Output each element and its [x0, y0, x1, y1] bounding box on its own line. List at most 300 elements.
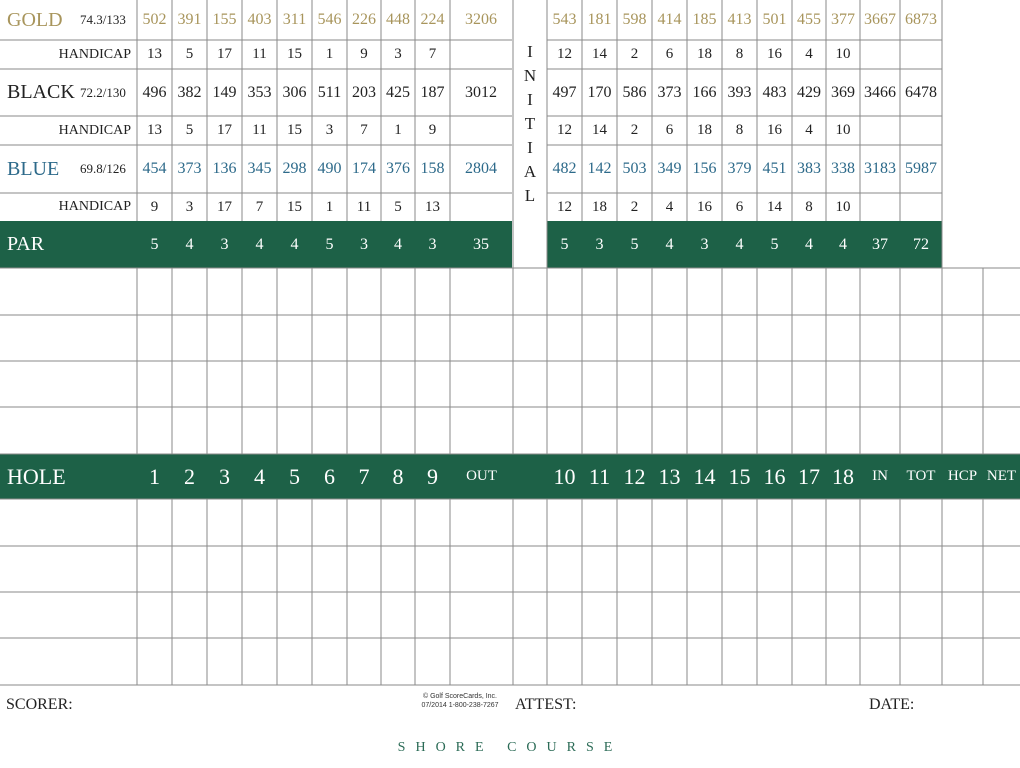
score-entry-cell[interactable] [207, 315, 242, 361]
yardage-cell: 377 [831, 11, 855, 28]
yardage-cell: 203 [352, 83, 376, 101]
yardage-cell: 149 [212, 83, 237, 101]
par-cell: 3 [700, 235, 709, 253]
score-entry-cell[interactable] [547, 268, 582, 315]
yardage-cell: 497 [552, 83, 577, 101]
handicap-cell: 11 [252, 122, 267, 138]
score-entry-cell[interactable] [513, 407, 547, 454]
yardage-cell: 155 [212, 11, 237, 28]
score-entry-cell[interactable] [137, 268, 172, 315]
score-entry-cell[interactable] [722, 407, 757, 454]
handicap-cell: 10 [835, 46, 851, 62]
score-entry-cell[interactable] [312, 592, 347, 638]
score-entry-cell[interactable] [312, 315, 347, 361]
score-entry-cell[interactable] [172, 315, 207, 361]
score-entry-cell[interactable] [582, 407, 617, 454]
score-entry-cell[interactable] [450, 315, 513, 361]
score-entry-cell[interactable] [617, 407, 652, 454]
score-entry-cell[interactable] [172, 407, 207, 454]
score-entry-cell[interactable] [347, 361, 381, 407]
score-entry-cell[interactable] [900, 499, 942, 546]
score-entry-cell[interactable] [860, 268, 900, 315]
score-entry-cell[interactable] [242, 499, 277, 546]
handicap-cell: 14 [592, 122, 607, 138]
score-entry-cell[interactable] [757, 361, 792, 407]
scorer-label: SCORER: [6, 696, 73, 713]
score-entry-cell[interactable] [687, 499, 722, 546]
handicap-cell: 5 [185, 46, 194, 62]
score-entry-cell[interactable] [617, 546, 652, 592]
score-entry-cell[interactable] [826, 638, 860, 685]
score-entry-cell[interactable] [860, 315, 900, 361]
score-entry-cell[interactable] [652, 268, 687, 315]
score-entry-cell[interactable] [983, 592, 1020, 638]
handicap-cell: 13 [147, 122, 162, 138]
score-entry-cell[interactable] [582, 499, 617, 546]
score-entry-cell[interactable] [617, 361, 652, 407]
score-entry-cell[interactable] [312, 499, 347, 546]
score-entry-cell[interactable] [983, 407, 1020, 454]
handicap-cell: 7 [255, 198, 264, 215]
handicap-cell: 17 [217, 198, 232, 215]
score-entry-cell[interactable] [617, 315, 652, 361]
score-entry-cell[interactable] [900, 407, 942, 454]
score-entry-cell[interactable] [826, 407, 860, 454]
score-entry-cell[interactable] [757, 638, 792, 685]
score-entry-cell[interactable] [792, 315, 826, 361]
score-entry-cell[interactable] [900, 361, 942, 407]
score-entry-cell[interactable] [942, 361, 983, 407]
score-entry-cell[interactable] [900, 638, 942, 685]
score-entry-cell[interactable] [242, 361, 277, 407]
handicap-cell: 9 [360, 46, 368, 62]
score-entry-cell[interactable] [652, 499, 687, 546]
score-entry-cell[interactable] [207, 546, 242, 592]
handicap-cell: 9 [150, 198, 159, 215]
score-entry-cell[interactable] [942, 499, 983, 546]
score-entry-cell[interactable] [513, 315, 547, 361]
score-entry-cell[interactable] [415, 361, 450, 407]
score-entry-cell[interactable] [415, 638, 450, 685]
score-entry-cell[interactable] [277, 407, 312, 454]
score-entry-cell[interactable] [547, 638, 582, 685]
score-entry-cell[interactable] [983, 315, 1020, 361]
score-entry-cell[interactable] [242, 592, 277, 638]
hole-number: 13 [658, 463, 681, 489]
score-entry-cell[interactable] [277, 268, 312, 315]
handicap-cell: 4 [665, 198, 674, 215]
score-entry-cell[interactable] [860, 361, 900, 407]
hole-net-label: NET [986, 468, 1017, 484]
hole-tot-label: TOT [906, 468, 936, 484]
hole-number: 12 [623, 463, 646, 489]
copyright-line-1: © Golf ScoreCards, Inc. [422, 693, 498, 700]
handicap-cell: 6 [735, 198, 744, 215]
score-entry-cell[interactable] [415, 499, 450, 546]
yardage-grand-total: 6873 [905, 11, 937, 28]
score-entry-cell[interactable] [792, 546, 826, 592]
yardage-cell: 393 [727, 83, 752, 101]
score-entry-cell[interactable] [172, 592, 207, 638]
handicap-cell: 3 [325, 122, 334, 138]
yardage-cell: 482 [552, 160, 577, 177]
score-entry-cell[interactable] [513, 546, 547, 592]
tee-name-gold: GOLD [7, 8, 63, 31]
yardage-grand-total: 6478 [905, 83, 937, 101]
yardage-cell: 511 [317, 83, 342, 101]
score-entry-cell[interactable] [983, 499, 1020, 546]
hole-number: 7 [358, 463, 370, 489]
score-entry-cell[interactable] [137, 592, 172, 638]
score-entry-cell[interactable] [582, 361, 617, 407]
score-entry-cell[interactable] [242, 638, 277, 685]
score-entry-cell[interactable] [312, 268, 347, 315]
yardage-cell: 226 [352, 11, 376, 28]
yardage-cell: 373 [177, 160, 202, 177]
score-entry-cell[interactable] [312, 638, 347, 685]
score-entry-cell[interactable] [381, 499, 415, 546]
score-entry-cell[interactable] [687, 407, 722, 454]
score-entry-cell[interactable] [582, 546, 617, 592]
score-entry-cell[interactable] [207, 592, 242, 638]
score-entry-cell[interactable] [722, 592, 757, 638]
score-entry-cell[interactable] [757, 407, 792, 454]
score-entry-cell[interactable] [172, 546, 207, 592]
player-name-cell[interactable] [0, 407, 137, 454]
yardage-cell: 181 [587, 11, 612, 28]
attest-label: ATTEST: [515, 696, 577, 713]
score-entry-cell[interactable] [722, 638, 757, 685]
score-entry-cell[interactable] [547, 592, 582, 638]
score-entry-cell[interactable] [942, 546, 983, 592]
score-entry-cell[interactable] [172, 361, 207, 407]
handicap-cell: 16 [767, 122, 782, 138]
handicap-label: HANDICAP [58, 46, 131, 62]
score-entry-cell[interactable] [137, 315, 172, 361]
initial-letter: L [524, 186, 536, 205]
score-entry-cell[interactable] [450, 268, 513, 315]
score-entry-cell[interactable] [617, 268, 652, 315]
score-entry-cell[interactable] [900, 315, 942, 361]
par-cell: 5 [150, 235, 159, 253]
score-entry-cell[interactable] [312, 361, 347, 407]
score-entry-cell[interactable] [547, 546, 582, 592]
score-entry-cell[interactable] [860, 546, 900, 592]
score-entry-cell[interactable] [450, 638, 513, 685]
par-cell: 3 [595, 235, 604, 253]
yardage-cell: 349 [657, 160, 682, 177]
yardage-cell: 185 [692, 11, 717, 28]
hole-number: 17 [798, 463, 820, 489]
score-entry-cell[interactable] [450, 499, 513, 546]
score-entry-cell[interactable] [582, 315, 617, 361]
initial-letter: N [523, 66, 537, 85]
score-entry-cell[interactable] [687, 592, 722, 638]
par-out-total: 35 [473, 235, 489, 253]
score-entry-cell[interactable] [983, 546, 1020, 592]
score-entry-cell[interactable] [513, 499, 547, 546]
score-entry-cell[interactable] [652, 315, 687, 361]
score-entry-cell[interactable] [942, 268, 983, 315]
score-entry-cell[interactable] [207, 499, 242, 546]
score-entry-cell[interactable] [513, 268, 547, 315]
score-entry-cell[interactable] [450, 361, 513, 407]
score-entry-cell[interactable] [687, 546, 722, 592]
hole-number: 15 [728, 463, 751, 489]
score-entry-cell[interactable] [860, 638, 900, 685]
handicap-cell: 15 [287, 122, 302, 138]
score-entry-cell[interactable] [652, 592, 687, 638]
score-entry-cell[interactable] [617, 592, 652, 638]
handicap-cell: 8 [805, 198, 813, 215]
score-entry-cell[interactable] [207, 638, 242, 685]
score-entry-cell[interactable] [513, 638, 547, 685]
yardage-in-total: 3667 [864, 11, 896, 28]
yardage-cell: 391 [177, 11, 202, 28]
score-entry-cell[interactable] [757, 592, 792, 638]
score-entry-cell[interactable] [347, 499, 381, 546]
score-entry-cell[interactable] [757, 315, 792, 361]
yardage-cell: 369 [831, 83, 855, 101]
score-entry-cell[interactable] [687, 638, 722, 685]
score-entry-cell[interactable] [242, 268, 277, 315]
yardage-cell: 224 [420, 11, 445, 28]
handicap-cell: 1 [325, 198, 334, 215]
score-entry-cell[interactable] [547, 499, 582, 546]
tee-name-blue: BLUE [7, 157, 60, 180]
score-entry-cell[interactable] [722, 546, 757, 592]
handicap-cell: 8 [735, 46, 744, 62]
score-entry-cell[interactable] [582, 268, 617, 315]
score-entry-cell[interactable] [826, 315, 860, 361]
score-entry-cell[interactable] [792, 499, 826, 546]
yardage-cell: 501 [762, 11, 787, 28]
score-entry-cell[interactable] [277, 315, 312, 361]
score-entry-cell[interactable] [860, 592, 900, 638]
hole-number: 3 [219, 463, 230, 489]
score-entry-cell[interactable] [137, 407, 172, 454]
score-entry-cell[interactable] [826, 592, 860, 638]
score-entry-cell[interactable] [826, 268, 860, 315]
score-entry-cell[interactable] [757, 499, 792, 546]
score-entry-cell[interactable] [722, 315, 757, 361]
score-entry-cell[interactable] [312, 546, 347, 592]
score-entry-cell[interactable] [381, 361, 415, 407]
score-entry-cell[interactable] [547, 407, 582, 454]
score-entry-cell[interactable] [277, 638, 312, 685]
handicap-cell: 2 [630, 46, 639, 62]
score-entry-cell[interactable] [381, 268, 415, 315]
score-entry-cell[interactable] [900, 268, 942, 315]
score-entry-cell[interactable] [415, 315, 450, 361]
score-entry-cell[interactable] [450, 407, 513, 454]
score-entry-cell[interactable] [347, 638, 381, 685]
score-entry-cell[interactable] [450, 592, 513, 638]
player-name-cell[interactable] [0, 499, 137, 546]
score-entry-cell[interactable] [792, 361, 826, 407]
score-entry-cell[interactable] [826, 546, 860, 592]
handicap-cell: 2 [630, 198, 639, 215]
score-entry-cell[interactable] [415, 407, 450, 454]
score-entry-cell[interactable] [900, 546, 942, 592]
score-entry-cell[interactable] [942, 592, 983, 638]
score-entry-cell[interactable] [942, 638, 983, 685]
score-entry-cell[interactable] [137, 499, 172, 546]
score-entry-cell[interactable] [792, 638, 826, 685]
score-entry-cell[interactable] [347, 407, 381, 454]
handicap-cell: 16 [767, 46, 782, 62]
score-entry-cell[interactable] [582, 592, 617, 638]
score-entry-cell[interactable] [172, 638, 207, 685]
score-entry-cell[interactable] [172, 268, 207, 315]
score-entry-cell[interactable] [381, 546, 415, 592]
score-entry-cell[interactable] [381, 592, 415, 638]
player-name-cell[interactable] [0, 315, 137, 361]
score-entry-cell[interactable] [792, 407, 826, 454]
hole-number: 18 [832, 463, 854, 489]
score-entry-cell[interactable] [137, 361, 172, 407]
hole-number: 2 [184, 463, 195, 489]
score-entry-cell[interactable] [547, 361, 582, 407]
player-name-cell[interactable] [0, 268, 137, 315]
score-entry-cell[interactable] [617, 499, 652, 546]
score-entry-cell[interactable] [792, 592, 826, 638]
yardage-cell: 586 [622, 83, 647, 101]
score-entry-cell[interactable] [381, 407, 415, 454]
handicap-cell: 3 [394, 46, 402, 62]
score-entry-cell[interactable] [347, 315, 381, 361]
yardage-cell: 383 [797, 160, 821, 177]
par-cell: 4 [665, 235, 674, 253]
score-entry-cell[interactable] [983, 361, 1020, 407]
score-entry-cell[interactable] [722, 361, 757, 407]
score-entry-cell[interactable] [722, 499, 757, 546]
handicap-cell: 11 [252, 46, 267, 62]
score-entry-cell[interactable] [242, 407, 277, 454]
score-entry-cell[interactable] [722, 268, 757, 315]
yardage-in-total: 3183 [864, 160, 896, 177]
yardage-cell: 311 [282, 11, 307, 28]
score-entry-cell[interactable] [277, 546, 312, 592]
copyright-notice [405, 692, 515, 710]
player-name-cell[interactable] [0, 546, 137, 592]
score-entry-cell[interactable] [826, 361, 860, 407]
handicap-cell: 18 [697, 122, 712, 138]
yardage-cell: 496 [142, 83, 167, 101]
score-entry-cell[interactable] [687, 268, 722, 315]
score-entry-cell[interactable] [860, 407, 900, 454]
score-entry-cell[interactable] [312, 407, 347, 454]
score-entry-cell[interactable] [617, 638, 652, 685]
hole-number: 10 [553, 463, 576, 489]
score-entry-cell[interactable] [277, 592, 312, 638]
score-entry-cell[interactable] [137, 638, 172, 685]
player-name-cell[interactable] [0, 638, 137, 685]
yardage-out-total: 3206 [465, 11, 497, 28]
score-entry-cell[interactable] [207, 361, 242, 407]
score-entry-cell[interactable] [687, 361, 722, 407]
hole-out-label: OUT [466, 468, 497, 484]
score-entry-cell[interactable] [347, 592, 381, 638]
yardage-grand-total: 5987 [905, 160, 937, 177]
initial-letter: T [524, 114, 536, 133]
score-entry-cell[interactable] [900, 592, 942, 638]
date-label: DATE: [869, 696, 915, 713]
score-entry-cell[interactable] [242, 546, 277, 592]
par-cell: 4 [735, 235, 744, 253]
par-cell: 4 [255, 235, 264, 253]
score-entry-cell[interactable] [942, 315, 983, 361]
score-entry-cell[interactable] [942, 407, 983, 454]
score-entry-cell[interactable] [757, 546, 792, 592]
hole-number: 1 [149, 463, 160, 489]
score-entry-cell[interactable] [415, 268, 450, 315]
score-entry-cell[interactable] [652, 546, 687, 592]
score-entry-cell[interactable] [172, 499, 207, 546]
player-name-cell[interactable] [0, 361, 137, 407]
par-cell: 4 [805, 235, 813, 253]
score-entry-cell[interactable] [381, 315, 415, 361]
handicap-cell: 10 [835, 122, 851, 138]
score-entry-cell[interactable] [757, 268, 792, 315]
score-entry-cell[interactable] [513, 592, 547, 638]
score-entry-cell[interactable] [983, 268, 1020, 315]
score-entry-cell[interactable] [513, 361, 547, 407]
tee-rating-black: 72.2/130 [80, 84, 126, 100]
score-entry-cell[interactable] [277, 361, 312, 407]
initial-letter: I [527, 42, 533, 61]
score-entry-cell[interactable] [983, 638, 1020, 685]
handicap-cell: 13 [147, 46, 162, 62]
hole-number: 11 [588, 463, 611, 489]
score-entry-cell[interactable] [381, 638, 415, 685]
yardage-cell: 502 [142, 11, 167, 28]
score-entry-cell[interactable] [415, 592, 450, 638]
par-cell: 5 [560, 235, 569, 253]
score-entry-cell[interactable] [207, 407, 242, 454]
score-entry-cell[interactable] [826, 499, 860, 546]
score-entry-cell[interactable] [860, 499, 900, 546]
handicap-cell: 9 [428, 122, 437, 138]
score-entry-cell[interactable] [450, 546, 513, 592]
par-cell: 5 [630, 235, 639, 253]
initial-column [513, 40, 547, 208]
handicap-cell: 15 [287, 198, 302, 215]
yardage-cell: 413 [727, 11, 752, 28]
score-entry-cell[interactable] [347, 268, 381, 315]
score-entry-cell[interactable] [582, 638, 617, 685]
par-cell: 4 [839, 235, 847, 253]
yardage-cell: 338 [831, 160, 855, 177]
score-entry-cell[interactable] [792, 268, 826, 315]
score-entry-cell[interactable] [652, 407, 687, 454]
score-entry-cell[interactable] [652, 361, 687, 407]
yardage-cell: 490 [317, 160, 342, 177]
score-entry-cell[interactable] [277, 499, 312, 546]
score-entry-cell[interactable] [687, 315, 722, 361]
score-entry-cell[interactable] [137, 546, 172, 592]
score-entry-cell[interactable] [652, 638, 687, 685]
handicap-cell: 6 [665, 122, 674, 138]
handicap-cell: 10 [835, 198, 851, 215]
yardage-cell: 306 [282, 83, 307, 101]
score-entry-cell[interactable] [547, 315, 582, 361]
player-name-cell[interactable] [0, 592, 137, 638]
score-entry-cell[interactable] [415, 546, 450, 592]
score-entry-cell[interactable] [347, 546, 381, 592]
score-entry-cell[interactable] [242, 315, 277, 361]
score-entry-cell[interactable] [207, 268, 242, 315]
